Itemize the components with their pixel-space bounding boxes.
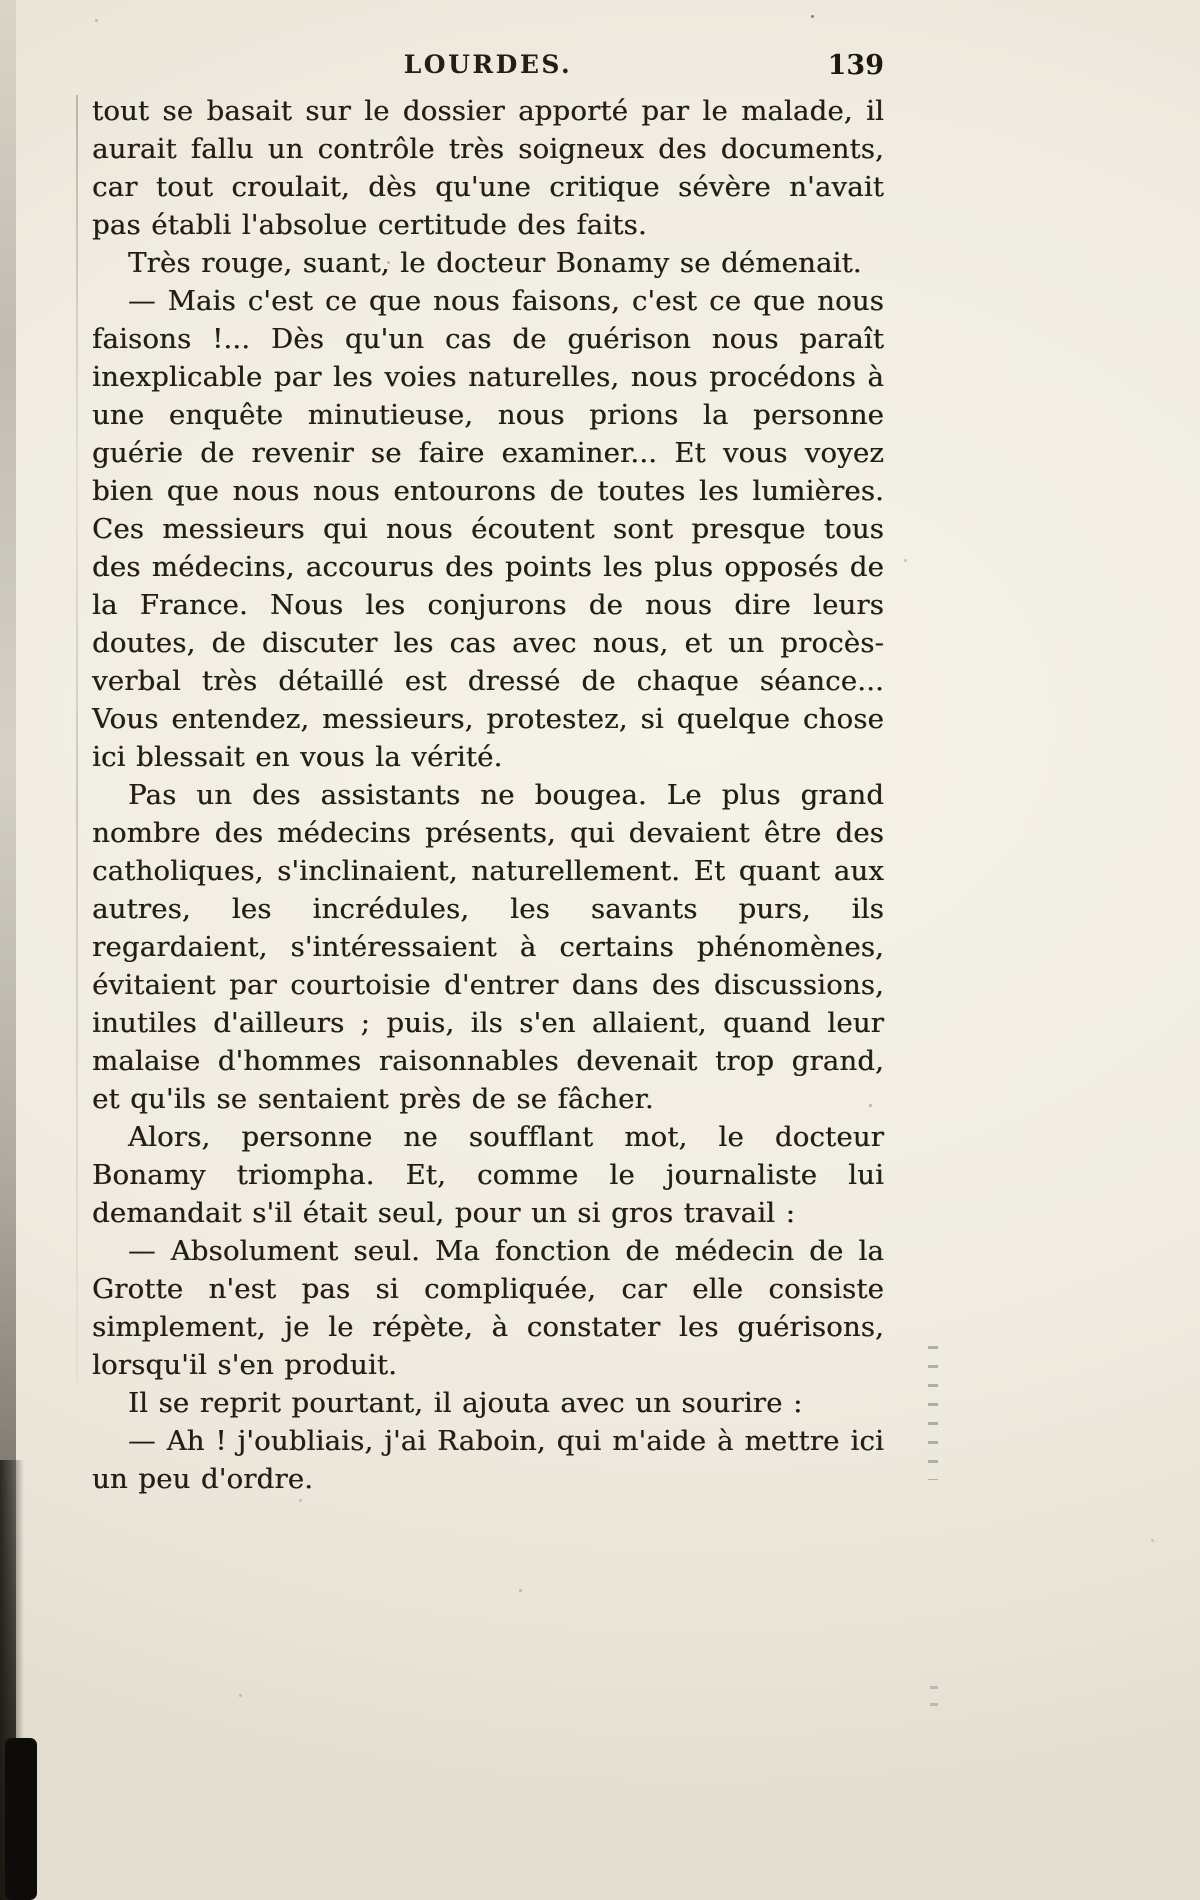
paragraph: Pas un des assistants ne bougea. Le plus grand nombre des médecins présents, qui devaient être des catholiques, s'inclinaient, naturellement. Et quant aux autres, les incrédules, les savants purs, ils regardaient, s'intéressaient à certains phénomènes, évitaient par courtoisie d'entrer dans des discussions, inutiles d'ailleurs ; puis, ils s'en allaient, quand leur malaise d'hommes raisonnables devenait trop grand, et qu'ils se sentaient près de se fâcher. xyxy=(92,779,884,1115)
margin-pencil-marks-lower xyxy=(930,1672,938,1718)
paragraph: — Ah ! j'oubliais, j'ai Raboin, qui m'aide à mettre ici un peu d'ordre. xyxy=(92,1425,884,1495)
scan-specks xyxy=(0,0,1,1)
paragraph: tout se basait sur le dossier apporté par le malade, il aurait fallu un contrôle très soigneux des documents, car tout croulait, dès qu'une critique sévère n'avait pas établi l'absolue certitude des faits. xyxy=(92,95,884,241)
binding-crease xyxy=(76,95,78,1385)
paragraph: Alors, personne ne soufflant mot, le docteur Bonamy triompha. Et, comme le journaliste lui demandait s'il était seul, pour un si gros travail : xyxy=(92,1121,884,1229)
paragraph: Très rouge, suant, le docteur Bonamy se démenait. xyxy=(128,247,862,279)
margin-pencil-marks xyxy=(928,1330,938,1480)
paragraph: Il se reprit pourtant, il ajouta avec un sourire : xyxy=(128,1387,803,1419)
paragraph: — Mais c'est ce que nous faisons, c'est ce que nous faisons !... Dès qu'un cas de guérison nous paraît inexplicable par les voies naturelles, nous procédons à une enquête minutieuse, nous prions la personne guérie de revenir se faire examiner... Et vous voyez bien que nous nous entourons de toutes les lumières. Ces messieurs qui nous écoutent sont presque tous des médecins, accourus des points les plus opposés de la France. Nous les conjurons de nous dire leurs doutes, de discuter les cas avec nous, et un procès-verbal très détaillé est dressé de chaque séance... Vous entendez, messieurs, protestez, si quelque chose ici blessait en vous la vérité. xyxy=(92,285,884,773)
running-title: LOURDES. xyxy=(403,50,573,79)
text-block xyxy=(92,92,884,1498)
page-number: 139 xyxy=(827,50,884,81)
paragraph: — Absolument seul. Ma fonction de médecin de la Grotte n'est pas si compliquée, car elle consiste simplement, je le répète, à constater les guérisons, lorsqu'il s'en produit. xyxy=(92,1235,884,1381)
page-header xyxy=(92,50,884,90)
binding-ink-bar xyxy=(5,1738,37,1900)
